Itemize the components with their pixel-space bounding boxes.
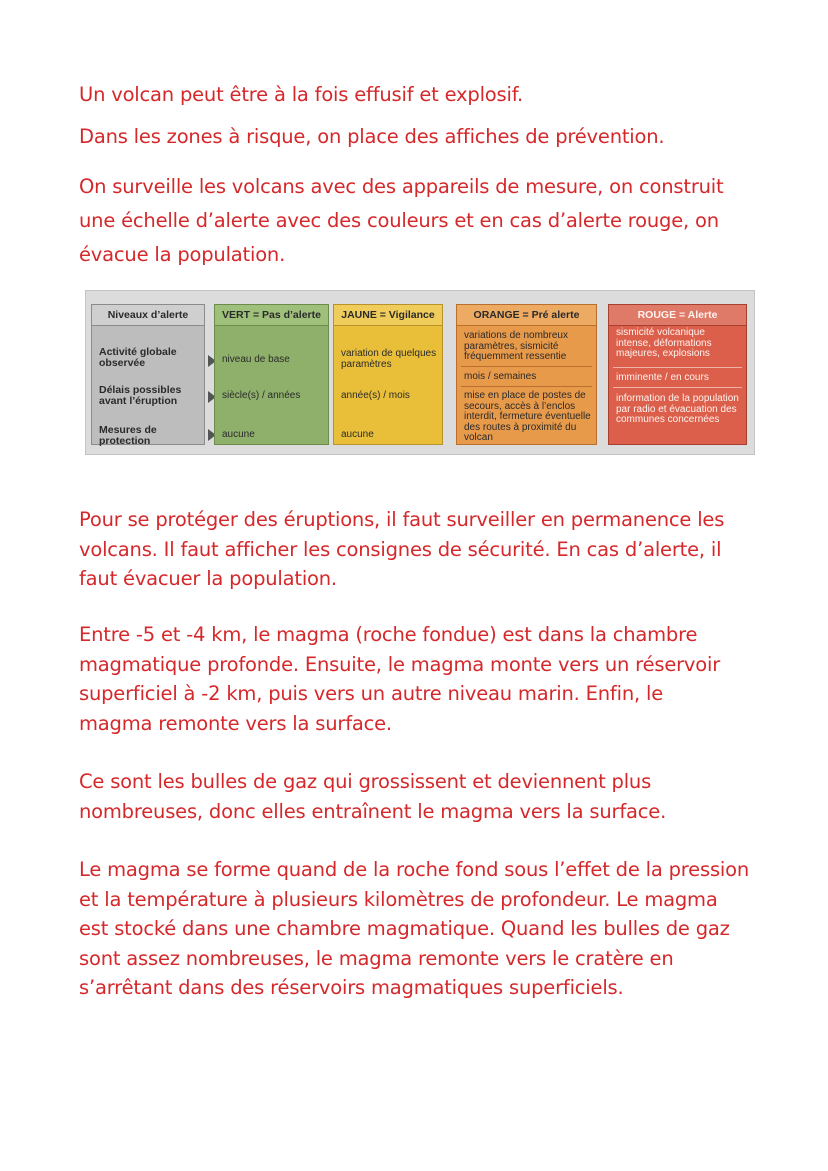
level-name: JAUNE = Vigilance [334,305,442,326]
level-measures: information de la population par radio et évacuation des communes concernées [616,393,739,425]
paragraph-protection: Pour se protéger des éruptions, il faut surveiller en permanence les volcans. Il faut afficher les consignes de sécurité. En cas d’alerte, il faut évacuer la population. [79,508,725,590]
alert-header-label: Niveaux d’alerte [92,305,204,326]
paragraph-magma-path: Entre -5 et -4 km, le magma (roche fondue) est dans la chambre magmatique profonde. Ensuite, le magma monte vers un réservoir superficiel à -2 km, puis vers un autre niveau marin. Enfin, le magma remonte vers la surface. [79,623,721,735]
intro-line-1: Un volcan peut être à la fois effusif et explosif. [79,83,523,106]
row-divider [613,367,742,368]
level-delay: année(s) / mois [341,390,410,401]
level-measures: aucune [341,429,374,440]
level-activity: sismicité volcanique intense, déformations majeures, explosions [616,327,712,359]
level-measures: aucune [222,429,255,440]
alert-row-labels [91,304,205,445]
row-divider [461,366,592,367]
level-name: ORANGE = Pré alerte [457,305,596,326]
level-measures: mise en place de postes de secours, accès à l’enclos interdit, fermeture éventuelle des routes à proximité du volcan [464,390,591,443]
row-label-measures: Mesures de protection [99,424,157,447]
level-delay: siècle(s) / années [222,390,301,401]
alert-level-orange [456,304,597,445]
level-activity: niveau de base [222,354,290,365]
row-divider [613,387,742,388]
row-divider [461,386,592,387]
row-label-activity: Activité globale observée [99,346,177,369]
row-label-delay: Délais possibles avant l’éruption [99,384,182,407]
level-delay: imminente / en cours [616,372,709,383]
intro-line-3: On surveille les volcans avec des appareils de mesure, on construit une échelle d’alerte avec des couleurs et en cas d’alerte rouge, on évacue la population. [79,175,724,266]
paragraph-magma-formation: Le magma se forme quand de la roche fond sous l’effet de la pression et la température à plusieurs kilomètres de profondeur. Le magma est stocké dans une chambre magmatique. Quand les bulles de gaz sont assez nombreuses, le magma remonte vers le cratère en s’arrêtant dans des réservoirs magmatiques superficiels. [79,858,750,999]
paragraph-gas-bubbles: Ce sont les bulles de gaz qui grossissent et deviennent plus nombreuses, donc elles entraînent le magma vers la surface. [79,770,667,823]
volcano-alert-table [85,290,755,455]
intro-line-2: Dans les zones à risque, on place des affiches de prévention. [79,125,665,148]
alert-level-yellow [333,304,443,445]
level-activity: variation de quelques paramètres [341,348,437,370]
level-delay: mois / semaines [464,371,537,382]
level-activity: variations de nombreux paramètres, sismicité fréquemment ressentie [464,330,568,362]
alert-level-green [214,304,329,445]
level-name: VERT = Pas d’alerte [215,305,328,326]
level-name: ROUGE = Alerte [609,305,746,326]
alert-level-red [608,304,747,445]
